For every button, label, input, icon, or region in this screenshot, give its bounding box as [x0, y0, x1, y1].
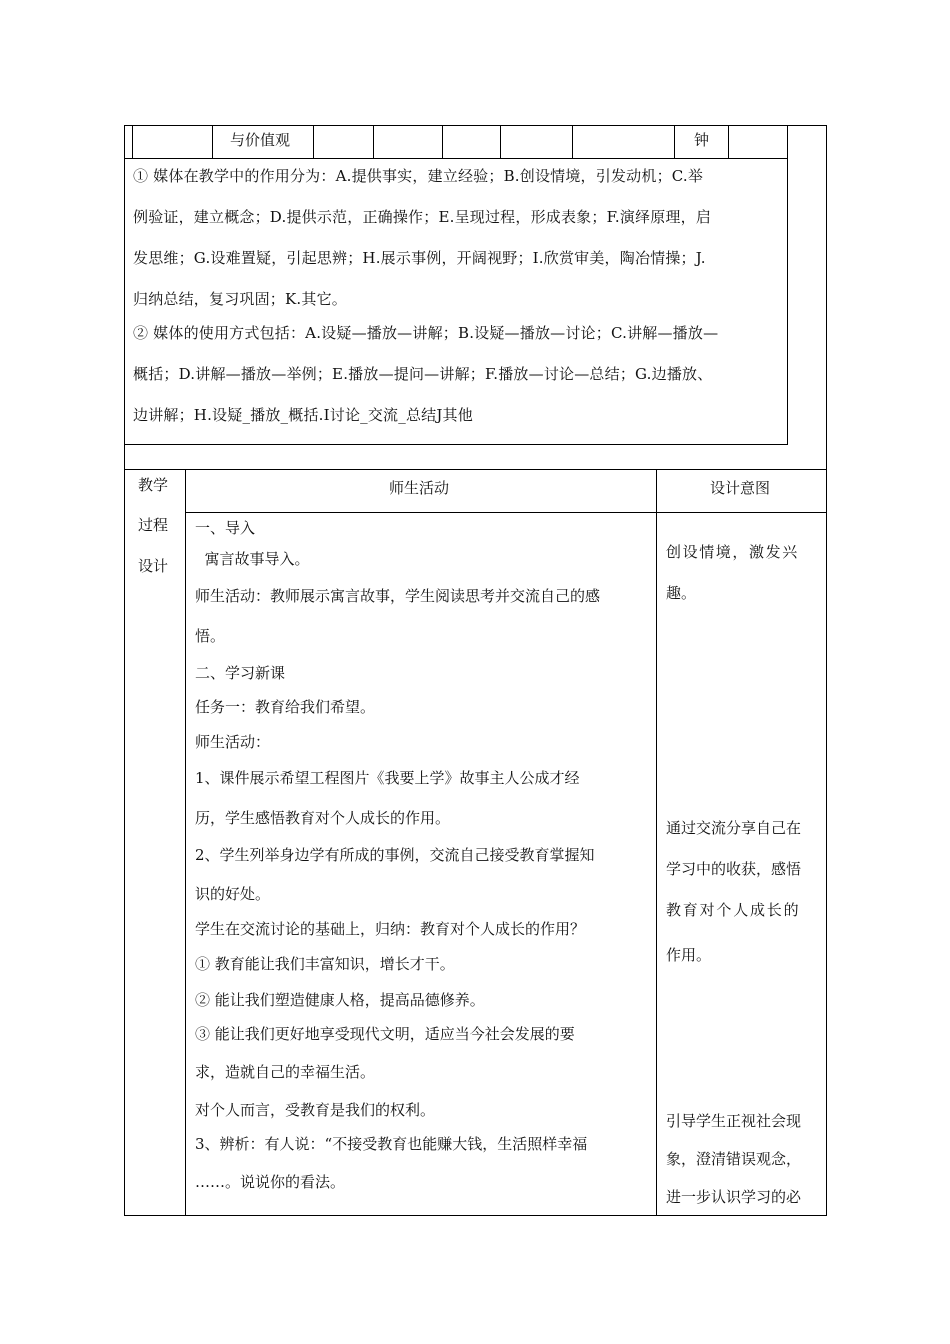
header-activities: 师生活动	[389, 479, 450, 497]
col-line	[212, 125, 213, 158]
activity-line: 悟。	[195, 627, 226, 645]
left-label-3: 设计	[138, 557, 169, 575]
header-intent: 设计意图	[710, 479, 771, 497]
row-divider	[124, 158, 787, 159]
activity-line: 任务一：教育给我们希望。	[195, 698, 376, 716]
top-border	[124, 125, 827, 126]
left-label-1: 教学	[138, 476, 169, 494]
intent-block-3	[666, 1111, 801, 1217]
intent-line: 创设情境，激发兴	[666, 543, 799, 561]
outer-right-border	[826, 125, 827, 1216]
col-line	[373, 125, 374, 158]
media-line: 概括；D.讲解—播放—举例；E.播放—提问—讲解；F.播放—讨论—总结；G.边播放、	[133, 365, 713, 383]
activity-line: 历，学生感悟教育对个人成长的作用。	[195, 809, 451, 827]
activity-line: 对个人而言，受教育是我们的权利。	[195, 1101, 436, 1119]
col-line	[442, 125, 443, 158]
media-section	[133, 166, 718, 435]
intent-line: 象，澄清错误观念，	[666, 1150, 802, 1168]
activity-line: 二、学习新课	[195, 664, 286, 682]
activity-line: 师生活动：教师展示寓言故事，学生阅读思考并交流自己的感	[195, 587, 601, 605]
col-line	[674, 125, 675, 158]
col-line	[313, 125, 314, 158]
header-divider	[185, 512, 827, 513]
media-line: 归纳总结，复习巩固；K.其它。	[133, 290, 347, 308]
intent-block-1	[666, 542, 799, 613]
col-line	[572, 125, 573, 158]
intent-line: 教育对个人成长的	[666, 901, 801, 919]
activity-line: 识的好处。	[195, 885, 271, 903]
activity-line: ② 能让我们塑造健康人格，提高品德修养。	[195, 991, 485, 1009]
col-line	[500, 125, 501, 158]
activity-line: 3、辨析：有人说：“不接受教育也能赚大钱，生活照样幸福	[195, 1135, 588, 1153]
intent-line: 趣。	[666, 584, 697, 602]
activity-line: ……。说说你的看法。	[195, 1173, 346, 1191]
label-cell-value-view: 与价值观	[230, 131, 291, 149]
intent-line: 引导学生正视社会现	[666, 1112, 802, 1130]
intent-line: 进一步认识学习的必	[666, 1188, 802, 1206]
minute-cell: 钟	[694, 131, 710, 149]
activity-line: ① 教育能让我们丰富知识，增长才干。	[195, 955, 455, 973]
intent-line: 作用。	[666, 946, 712, 964]
col-line	[656, 469, 657, 1216]
activity-line: 1、课件展示希望工程图片《我要上学》故事主人公成才经	[195, 769, 580, 787]
media-line: ① 媒体在教学中的作用分为：A.提供事实，建立经验；B.创设情境，引发动机；C.举	[133, 167, 704, 185]
activity-line: 求，造就自己的幸福生活。	[195, 1063, 376, 1081]
activity-line: ③ 能让我们更好地享受现代文明，适应当今社会发展的要	[195, 1025, 575, 1043]
activity-line: 学生在交流讨论的基础上，归纳：教育对个人成长的作用？	[195, 920, 586, 938]
media-line: 发思维；G.设难置疑，引起思辨；H.展示事例，开阔视野；I.欣赏审美，陶冶情操；J.	[133, 249, 706, 267]
activity-line: 一、导入	[195, 519, 256, 537]
inner-right-border	[787, 125, 788, 445]
media-line: ② 媒体的使用方式包括：A.设疑—播放—讲解；B.设疑—播放—讨论；C.讲解—播放—	[133, 324, 719, 342]
intent-line: 学习中的收获，感悟	[666, 860, 802, 878]
media-line: 边讲解；H.设疑_播放_概括.I讨论_交流_总结J其他	[133, 406, 473, 424]
activities-content	[195, 518, 600, 1202]
outer-left-border	[124, 125, 125, 1216]
col-line	[132, 125, 133, 158]
left-label-2: 过程	[138, 516, 169, 534]
intent-block-2	[666, 818, 801, 975]
col-line	[185, 469, 186, 1216]
media-line: 例验证，建立概念；D.提供示范，正确操作；E.呈现过程，形成表象；F.演绎原理，启	[133, 208, 712, 226]
section-divider	[124, 469, 827, 470]
activity-line: 师生活动：	[195, 733, 271, 751]
activity-line: 2、学生列举身边学有所成的事例，交流自己接受教育掌握知	[195, 846, 595, 864]
activity-line: 寓言故事导入。	[195, 550, 310, 568]
media-bottom-border	[124, 444, 787, 445]
col-line	[728, 125, 729, 158]
intent-line: 通过交流分享自己在	[666, 819, 802, 837]
